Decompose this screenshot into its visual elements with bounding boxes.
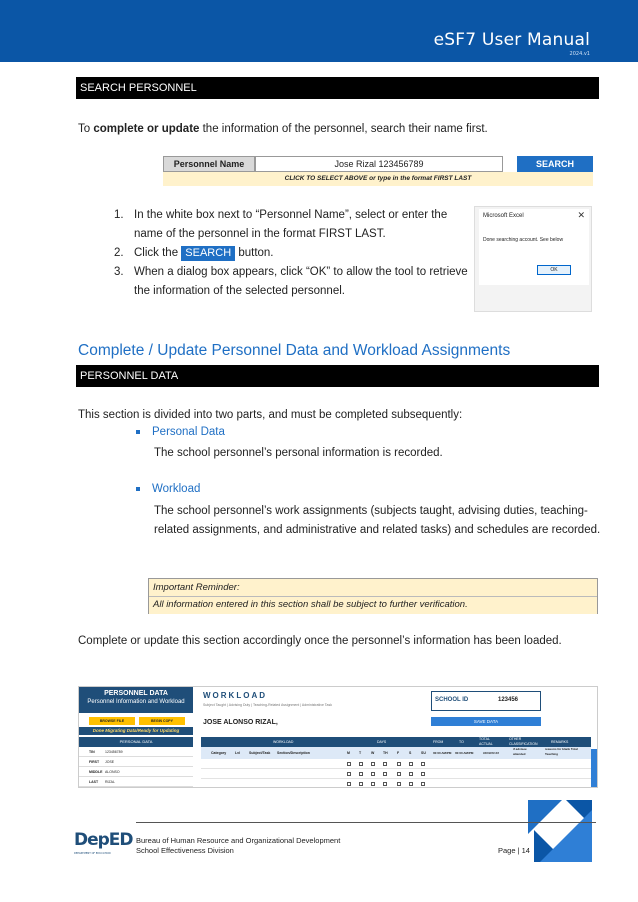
important-reminder-box (148, 578, 598, 614)
col-s: S (409, 751, 412, 755)
col-subject: Subject/Task (249, 751, 271, 755)
grid-head-total: TOTAL ACTUAL (479, 737, 493, 746)
pd-subtitle: Personnel Information and Workload (87, 699, 185, 705)
browse-file-button[interactable]: BROWSE FILE (89, 717, 135, 725)
pd-value[interactable]: RIZAL (105, 780, 115, 784)
document-title: eSF7 User Manual (433, 30, 590, 50)
bullet-square-icon (136, 487, 140, 491)
personnel-name-label: Personnel Name (163, 156, 255, 172)
col-su: SU (421, 751, 426, 755)
ok-button[interactable]: OK (537, 265, 571, 275)
workload-grid-header (201, 737, 591, 747)
close-icon[interactable]: ✕ (577, 210, 585, 220)
reminder-title: Important Reminder: (149, 579, 597, 597)
search-widget (163, 156, 593, 186)
page-number: Page | 14 (498, 846, 530, 855)
personnel-data-title (79, 687, 193, 713)
steps-list (114, 206, 474, 301)
bullet-square-icon (136, 430, 140, 434)
side-tab[interactable] (591, 749, 598, 788)
grid-head-other: OTHER CLASSIFICATION (509, 737, 538, 746)
checkbox[interactable] (397, 772, 401, 776)
document-version: 2024.v1 (569, 51, 590, 57)
step-2 (114, 244, 474, 263)
workload-subtitle: Subject Taught | Advising Duty | Teaching-Related Assignment | Administrative Task (203, 703, 332, 707)
reminder-text: All information entered in this section shall be subject to further verification. (149, 597, 597, 614)
personnel-name-field[interactable]: Jose Rizal 123456789 (255, 156, 503, 172)
grid-head-to: TO (459, 740, 464, 744)
footer-text (136, 836, 340, 856)
col-from: 00:00 AM/PM (433, 751, 452, 755)
section-heading-complete: Complete / Update Personnel Data and Workload Assignments (78, 342, 511, 359)
table-row (201, 759, 591, 769)
corner-squares-decoration (528, 800, 592, 862)
footer-line-2: School Effectiveness Division (136, 846, 234, 855)
pd-row (79, 767, 193, 777)
checkbox[interactable] (359, 772, 363, 776)
logo-text: DepED (74, 830, 133, 850)
ready-status: Done Migrating Data/Ready for Updating (79, 727, 193, 735)
excel-dialog (474, 206, 592, 312)
checkbox[interactable] (409, 762, 413, 766)
workload-title: WORKLOAD (203, 691, 267, 700)
deped-logo (74, 830, 133, 856)
pd-value[interactable]: 123456789 (105, 750, 123, 754)
personal-data-header: PERSONAL DATA (79, 737, 193, 747)
checkbox[interactable] (347, 772, 351, 776)
checkbox[interactable] (371, 772, 375, 776)
col-th: TH (383, 751, 388, 755)
bullet-title: Workload (152, 483, 201, 495)
save-data-button[interactable]: SAVE DATA (431, 717, 541, 726)
bullet-personal-data (136, 426, 225, 438)
school-id-value: 123456 (498, 697, 519, 703)
logo-tagline: DEPARTMENT OF EDUCATION (74, 852, 111, 855)
search-note: CLICK TO SELECT ABOVE or type in the format FIRST LAST (163, 172, 593, 186)
dialog-body (479, 209, 589, 285)
table-row (201, 769, 591, 779)
dialog-title: Microsoft Excel (483, 213, 524, 219)
checkbox[interactable] (409, 782, 413, 786)
col-lvl: Lvl (235, 751, 241, 755)
checkbox[interactable] (371, 782, 375, 786)
step-number: 1. (114, 209, 124, 221)
step-number: 2. (114, 247, 124, 259)
step-number: 3. (114, 266, 124, 278)
section-bar-search-personnel: SEARCH PERSONNEL (76, 77, 599, 99)
inline-search-button: SEARCH (181, 246, 235, 261)
step-text-pre: Click the (134, 247, 182, 259)
school-id-label: SCHOOL ID (435, 697, 469, 703)
pd-key: MIDDLE (89, 770, 103, 774)
intro-suffix: the information of the personnel, search their name first. (199, 123, 488, 135)
col-m: M (347, 751, 350, 755)
bullet-body-personal: The school personnel’s personal information is recorded. (154, 447, 443, 459)
checkbox[interactable] (383, 772, 387, 776)
checkbox[interactable] (383, 762, 387, 766)
intro-bold: complete or update (93, 123, 200, 135)
col-remarks: reasons for blank Total Teaching (545, 747, 578, 756)
checkbox[interactable] (397, 782, 401, 786)
pd-title-text: PERSONNEL DATA (104, 690, 168, 697)
col-section: Section/Description (277, 751, 310, 755)
checkbox[interactable] (421, 772, 425, 776)
search-button[interactable]: SEARCH (517, 156, 593, 172)
bullet-body-workload: The school personnel’s work assignments (subjects taught, advising duties, teaching-related assignments, and administrative and related tasks) and schedules are recorded. (154, 505, 601, 536)
col-other: if advisee attended (513, 747, 527, 756)
checkbox[interactable] (371, 762, 375, 766)
personnel-full-name: JOSE ALONSO RIZAL, (203, 719, 278, 726)
dialog-message: Done searching account. See below (483, 237, 564, 243)
checkbox[interactable] (347, 762, 351, 766)
col-w: W (371, 751, 375, 755)
section-bar-personnel-data: PERSONNEL DATA (76, 365, 599, 387)
bullet-workload (136, 483, 200, 495)
pd-row (79, 777, 193, 787)
step-text: When a dialog box appears, click “OK” to allow the tool to retrieve the information of the selected personnel. (134, 266, 468, 297)
checkbox[interactable] (383, 782, 387, 786)
checkbox[interactable] (359, 782, 363, 786)
checkbox[interactable] (359, 762, 363, 766)
pd-key: FIRST (89, 760, 100, 764)
step-text-post: button. (235, 247, 274, 259)
checkbox[interactable] (409, 772, 413, 776)
step-1 (114, 206, 474, 244)
col-f: F (397, 751, 400, 755)
checkbox[interactable] (347, 782, 351, 786)
grid-head-remarks: REMARKS (551, 740, 569, 744)
complete-paragraph: Complete or update this section accordingly once the personnel’s information has been loaded. (78, 635, 562, 647)
checkbox[interactable] (397, 762, 401, 766)
grid-head-workload: WORKLOAD (273, 740, 294, 744)
grid-head-days: DAYS (377, 740, 387, 744)
intro-prefix: To (78, 123, 94, 135)
pd-value[interactable]: ALONSO (105, 770, 120, 774)
pd-key: LAST (89, 780, 99, 784)
workload-grid-columns (201, 747, 591, 759)
pd-key: TIN (89, 750, 95, 754)
table-row (201, 779, 591, 788)
col-category: Category (211, 751, 227, 755)
pd-value[interactable]: JOSE (105, 760, 115, 764)
begin-copy-button[interactable]: BEGIN COPY (139, 717, 185, 725)
grid-head-from: FROM (433, 740, 444, 744)
step-3 (114, 263, 474, 301)
divided-paragraph: This section is divided into two parts, and must be completed subsequently: (78, 409, 463, 421)
intro-paragraph (78, 120, 488, 139)
pd-row (79, 747, 193, 757)
footer-rule (136, 822, 596, 823)
bullet-title: Personal Data (152, 426, 225, 438)
col-t: T (359, 751, 362, 755)
col-to: 00:00 AM/PM (455, 751, 474, 755)
school-id-box (431, 691, 541, 711)
checkbox[interactable] (421, 762, 425, 766)
col-total: ##/##/##:## (483, 751, 500, 755)
footer-line-1: Bureau of Human Resource and Organizational Development (136, 836, 341, 845)
pd-row (79, 757, 193, 767)
checkbox[interactable] (421, 782, 425, 786)
step-text: In the white box next to “Personnel Name”, select or enter the name of the personnel in the format FIRST LAST. (134, 209, 448, 240)
spreadsheet-preview (78, 686, 598, 788)
